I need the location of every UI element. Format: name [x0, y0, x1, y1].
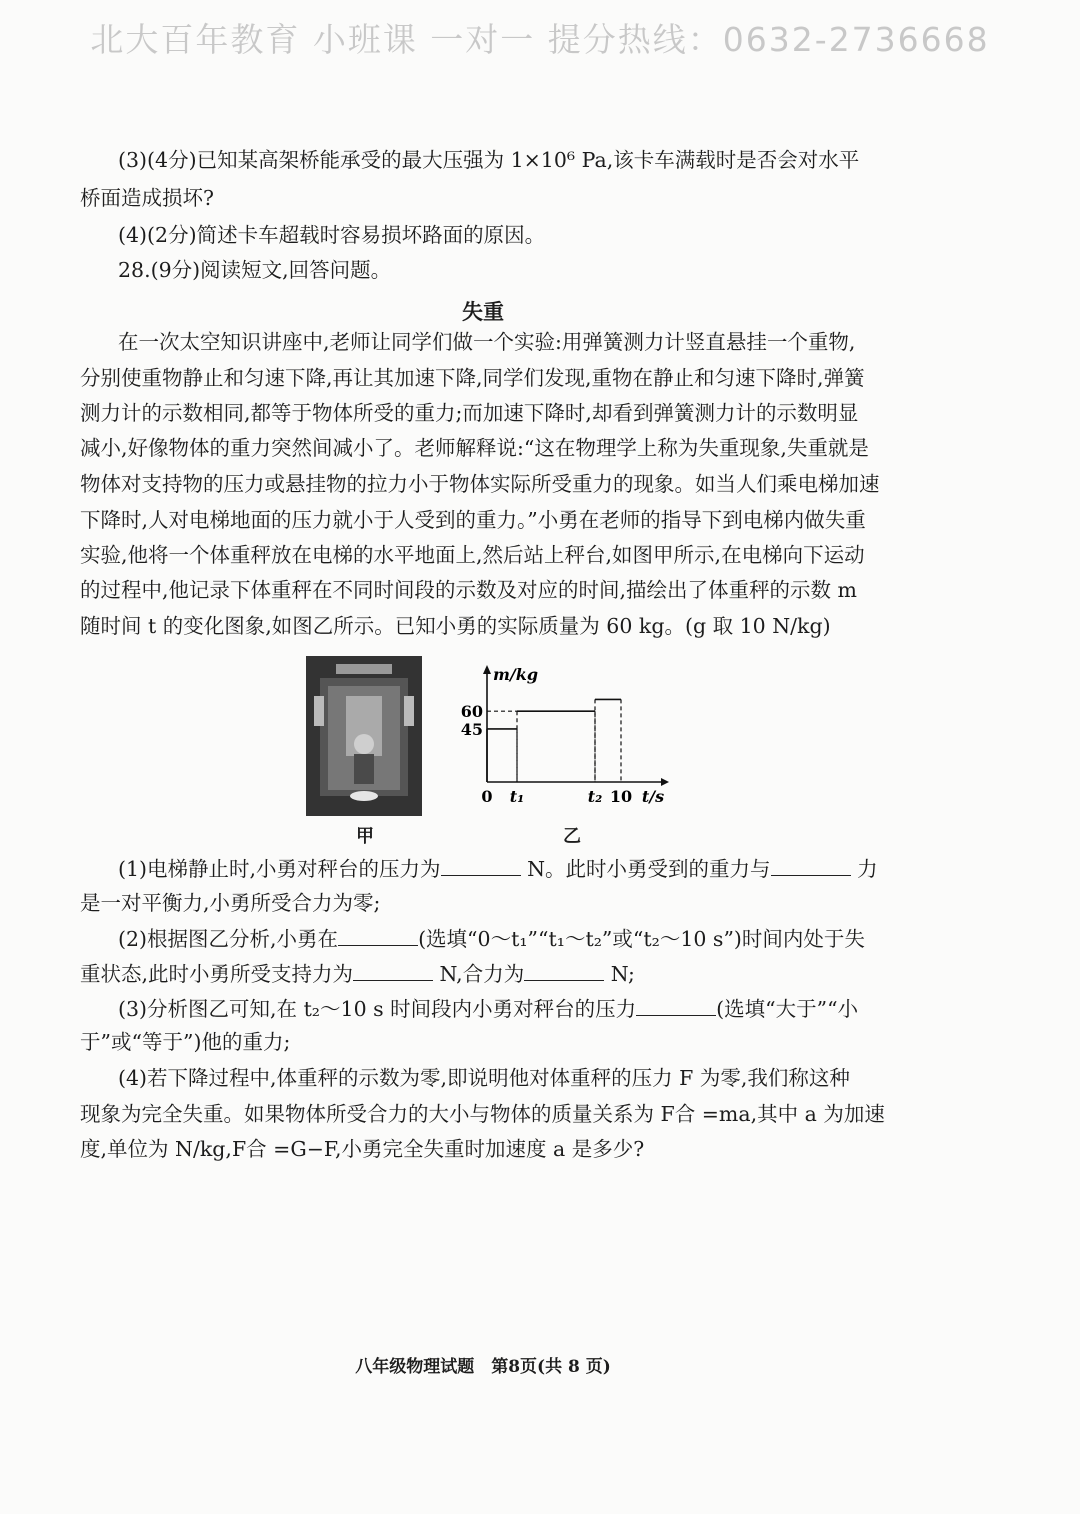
q4-line: (4)(2分)简述卡车超载时容易损坏路面的原因。	[118, 223, 546, 247]
subq3-text-b: (选填“大于”“小	[716, 997, 859, 1021]
subq1-blank-balance[interactable]	[771, 857, 851, 876]
subq3-text-a: (3)分析图乙可知,在 t₂～10 s 时间段内小勇对秤台的压力	[118, 997, 637, 1021]
subq2-text-d: N,合力为	[439, 962, 525, 986]
x-axis-label: t/s	[641, 787, 665, 806]
subq2-text-b: (选填“0～t₁”“t₁～t₂”或“t₂～10 s”)时间内处于失	[418, 927, 865, 951]
subq2-blank-support[interactable]	[353, 962, 433, 981]
passage-line: 分别使重物静止和匀速下降,再让其加速下降,同学们发现,重物在静止和匀速下降时,弹簧	[80, 366, 865, 390]
x-tick-label: t₂	[587, 787, 603, 806]
x-tick-label: 0	[481, 787, 493, 806]
passage-line: 物体对支持物的压力或悬挂物的拉力小于物体实际所受重力的现象。如当人们乘电梯加速	[80, 472, 880, 496]
passage-title: 失重	[462, 299, 504, 324]
q3-line1: (3)(4分)已知某高架桥能承受的最大压强为 1×10⁶ Pa,该卡车满载时是否会对水平	[118, 148, 860, 172]
subq3-line2: 于”或“等于”)他的重力;	[80, 1030, 291, 1054]
elevator-photo	[306, 656, 422, 816]
x-tick-label: 10	[609, 787, 633, 806]
figure-label-jia: 甲	[356, 826, 374, 847]
y-axis-label: m/kg	[493, 665, 539, 684]
subq2-blank-net[interactable]	[524, 962, 604, 981]
subq2-blank-period[interactable]	[338, 927, 418, 946]
subq4-line1: (4)若下降过程中,体重秤的示数为零,即说明他对体重秤的压力 F 为零,我们称这种	[118, 1066, 850, 1090]
subq2-text-a: (2)根据图乙分析,小勇在	[118, 927, 339, 951]
subq1-line2: 是一对平衡力,小勇所受合力为零;	[80, 891, 381, 915]
page-footer: 八年级物理试题 第8页(共 8 页)	[355, 1357, 611, 1377]
y-tick-label: 60	[460, 702, 483, 722]
passage-line: 下降时,人对电梯地面的压力就小于人受到的重力。”小勇在老师的指导下到电梯内做失重	[80, 508, 866, 532]
subq3-blank[interactable]	[636, 997, 716, 1016]
subq1-line1	[118, 857, 878, 880]
x-axis-arrow	[661, 778, 669, 786]
subq1-text-c: 力	[857, 857, 878, 881]
passage-line: 的过程中,他记录下体重秤在不同时间段的示数及对应的时间,描绘出了体重秤的示数 m	[80, 578, 857, 602]
subq2-text-c: 重状态,此时小勇所受支持力为	[80, 962, 354, 986]
passage-line: 在一次太空知识讲座中,老师让同学们做一个实验:用弹簧测力计竖直悬挂一个重物,	[118, 330, 856, 354]
q3-line2: 桥面造成损坏?	[80, 186, 214, 210]
subq4-line2: 现象为完全失重。如果物体所受合力的大小与物体的质量关系为 F合 =ma,其中 a 为加速	[80, 1102, 885, 1126]
mass-time-chart	[455, 660, 675, 810]
subq1-text-b: N。此时小勇受到的重力与	[527, 857, 771, 881]
x-tick-label: t₁	[509, 787, 525, 806]
subq4-line3: 度,单位为 N/kg,F合 =G−F,小勇完全失重时加速度 a 是多少?	[80, 1137, 645, 1161]
watermark: 北大百年教育 小班课 一对一 提分热线：0632-2736668	[90, 20, 990, 59]
subq1-blank-force[interactable]	[441, 857, 521, 876]
passage-line: 测力计的示数相同,都等于物体所受的重力;而加速下降时,却看到弹簧测力计的示数明显	[80, 401, 859, 425]
subq2-line2	[80, 962, 635, 985]
passage-line: 实验,他将一个体重秤放在电梯的水平地面上,然后站上秤台,如图甲所示,在电梯向下运动	[80, 543, 865, 567]
y-tick-label: 45	[460, 719, 483, 739]
subq2-line1	[118, 927, 865, 950]
figure-label-yi: 乙	[563, 826, 581, 847]
subq3-line1	[118, 997, 858, 1020]
y-axis-arrow	[483, 665, 491, 674]
passage-line: 减小,好像物体的重力突然间减小了。老师解释说:“这在物理学上称为失重现象,失重就是	[80, 436, 869, 460]
question-header: 28.(9分)阅读短文,回答问题。	[118, 258, 392, 282]
elevator-illustration	[306, 656, 422, 816]
passage-line: 随时间 t 的变化图象,如图乙所示。已知小勇的实际质量为 60 kg。(g 取 10 N/kg)	[80, 614, 831, 638]
subq2-text-e: N;	[610, 962, 635, 986]
subq1-text-a: (1)电梯静止时,小勇对秤台的压力为	[118, 857, 441, 881]
